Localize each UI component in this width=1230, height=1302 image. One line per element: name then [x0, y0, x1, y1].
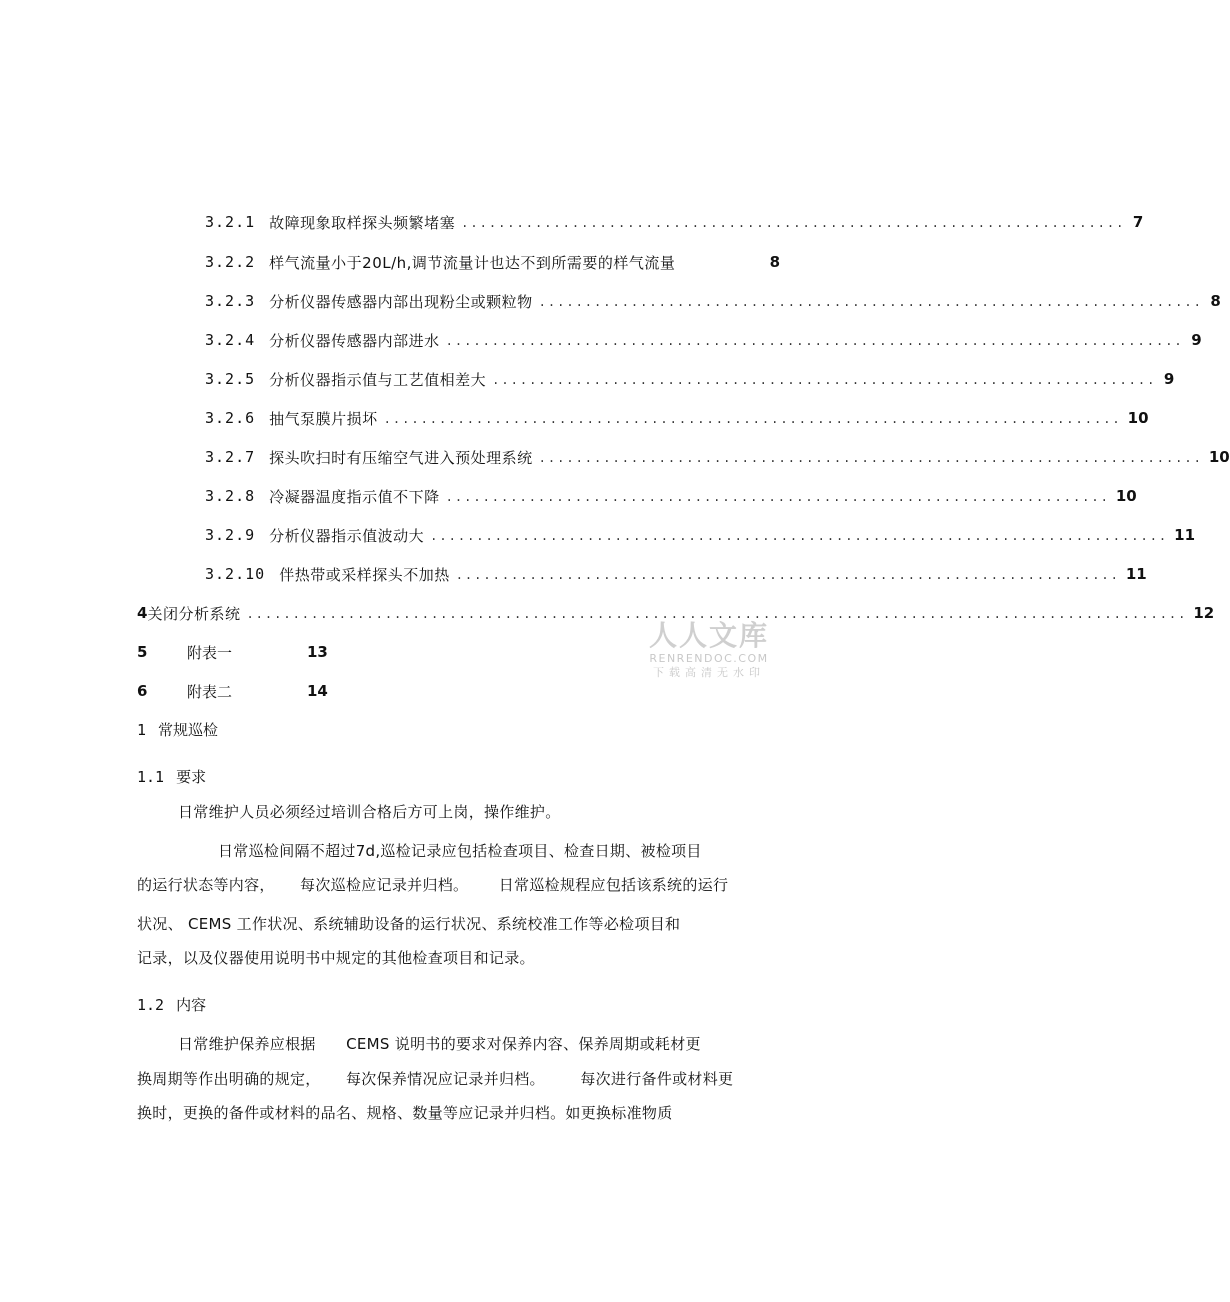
toc-entry-title: 分析仪器传感器内部出现粉尘或颗粒物 [269, 292, 533, 311]
appendix-title: 附表一 [187, 643, 233, 662]
toc-entry-title: 伴热带或采样探头不加热 [279, 565, 450, 584]
toc-entry-number: 3.2.8 [205, 487, 256, 505]
paragraph-line: 日常巡检间隔不超过7d,巡检记录应包括检查项目、检查日期、被检项目 [218, 842, 702, 860]
subsection-title: 内容 [176, 996, 207, 1014]
toc-appendix-entry[interactable] [137, 640, 328, 664]
toc-entry-title: 故障现象取样探头频繁堵塞 [269, 213, 456, 232]
paragraph-line: 状况、 CEMS 工作状况、系统辅助设备的运行状况、系统校准工作等必检项目和 [137, 915, 681, 933]
toc-entry-number: 3.2.4 [205, 331, 256, 349]
subsection-number: 1.2 [137, 996, 165, 1014]
toc-entry[interactable] [205, 367, 1175, 391]
toc-leader-dots: ........................................................................ [461, 216, 1126, 230]
section-heading [137, 718, 218, 742]
toc-entry-page: 11 [1174, 526, 1196, 544]
toc-leader-dots: ........................................................................ [538, 295, 1203, 309]
toc-entry-number: 3.2.10 [205, 565, 266, 583]
paragraph-line: 的运行状态等内容， 每次巡检应记录并归档。 日常巡检规程应包括该系统的运行 [137, 876, 729, 894]
toc-leader-dots: ................................................................................ [445, 334, 1184, 348]
toc-entry[interactable] [205, 445, 1230, 469]
appendix-page: 14 [307, 682, 328, 700]
watermark-url: RENRENDOC.COM [649, 652, 769, 665]
appendix-number: 6 [137, 682, 148, 700]
paragraph-line: 日常维护保养应根据 CEMS 说明书的要求对保养内容、保养周期或耗材更 [178, 1035, 701, 1053]
subsection-heading [137, 993, 206, 1017]
toc-entry-number: 3.2.3 [205, 292, 256, 310]
toc-entry-number: 3.2.6 [205, 409, 256, 427]
toc-entry-title: 关闭分析系统 [147, 604, 241, 623]
toc-entry-page: 8 [1210, 292, 1221, 310]
toc-leader-dots: ...................................................................................................... [246, 607, 1188, 621]
toc-entry[interactable] [205, 250, 780, 274]
toc-leader-dots: ................................................................................ [383, 412, 1122, 426]
toc-entry[interactable] [205, 523, 1196, 547]
toc-entry-number: 3.2.2 [205, 253, 256, 271]
toc-entry-title: 分析仪器指示值波动大 [269, 526, 425, 545]
toc-entry-page: 10 [1115, 487, 1137, 505]
toc-entry-page: 8 [769, 253, 780, 271]
toc-entry[interactable] [205, 210, 1144, 234]
toc-leader-dots: ........................................................................ [538, 451, 1203, 465]
subsection-title: 要求 [176, 768, 207, 786]
paragraph-line: 换周期等作出明确的规定， 每次保养情况应记录并归档。 每次进行备件或材料更 [137, 1070, 734, 1088]
toc-leader-dots: ................................................................................ [430, 529, 1169, 543]
subsection-heading [137, 765, 206, 789]
appendix-page: 13 [307, 643, 328, 661]
paragraph-line: 换时，更换的备件或材料的品名、规格、数量等应记录并归档。如更换标准物质 [137, 1104, 673, 1122]
toc-entry-page: 9 [1191, 331, 1202, 349]
toc-entry[interactable] [205, 484, 1137, 508]
toc-entry-title: 抽气泵膜片损坏 [269, 409, 378, 428]
toc-entry-title: 探头吹扫时有压缩空气进入预处理系统 [269, 448, 533, 467]
toc-entry-number: 3.2.7 [205, 448, 256, 466]
toc-entry-page: 12 [1193, 604, 1215, 622]
section-number: 1 [137, 721, 147, 739]
toc-entry-title: 分析仪器传感器内部进水 [269, 331, 440, 350]
toc-entry-title: 样气流量小于20L/h,调节流量计也达不到所需要的样气流量 [269, 253, 676, 272]
section-title: 常规巡检 [158, 721, 219, 739]
toc-entry[interactable] [205, 406, 1149, 430]
paragraph-line: 记录，以及仪器使用说明书中规定的其他检查项目和记录。 [137, 949, 535, 967]
toc-entry-number: 3.2.5 [205, 370, 256, 388]
toc-leader-dots: ........................................................................ [445, 490, 1110, 504]
toc-appendix-entry[interactable] [137, 679, 328, 703]
toc-entry-page: 10 [1208, 448, 1230, 466]
toc-entry-number: 4 [137, 604, 148, 622]
toc-leader-dots: ........................................................................ [455, 568, 1120, 582]
toc-entry-title: 冷凝器温度指示值不下降 [269, 487, 440, 506]
appendix-title: 附表二 [187, 682, 233, 701]
toc-leader-dots: ........................................................................ [492, 373, 1157, 387]
toc-entry-number: 3.2.9 [205, 526, 256, 544]
toc-entry-title: 分析仪器指示值与工艺值相差大 [269, 370, 487, 389]
toc-entry-page: 11 [1125, 565, 1147, 583]
toc-entry-number: 3.2.1 [205, 213, 256, 231]
toc-entry-page: 7 [1132, 213, 1144, 231]
toc-entry[interactable] [205, 289, 1221, 313]
subsection-number: 1.1 [137, 768, 165, 786]
watermark-slogan: 下载高清无水印 [653, 666, 765, 679]
watermark [644, 620, 774, 680]
paragraph-line: 日常维护人员必须经过培训合格后方可上岗，操作维护。 [178, 803, 561, 821]
toc-entry[interactable] [205, 328, 1202, 352]
watermark-logo-text: 人人文库 [648, 619, 769, 652]
toc-entry-page: 9 [1163, 370, 1175, 388]
toc-entry[interactable] [205, 562, 1147, 586]
toc-entry-page: 10 [1127, 409, 1149, 427]
appendix-number: 5 [137, 643, 148, 661]
